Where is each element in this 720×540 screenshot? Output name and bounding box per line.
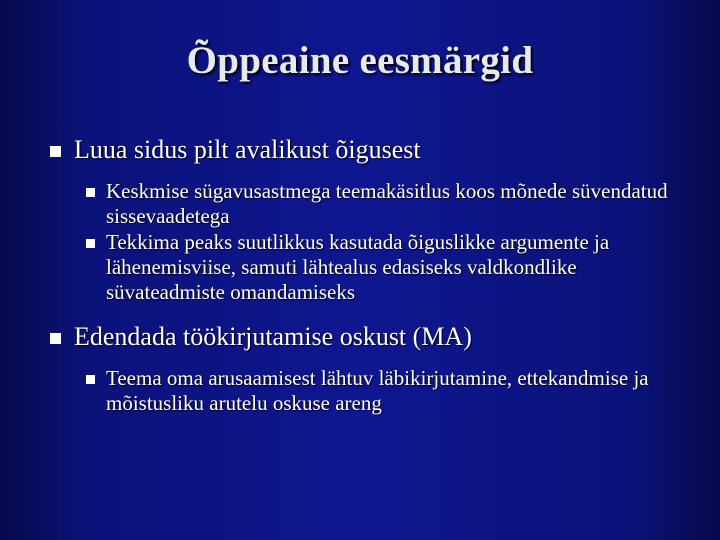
bullet-text: Luua sidus pilt avalikust õigusest [74,135,421,164]
bullet-item [48,133,688,167]
sub-bullet-item [48,179,688,229]
sub-bullet-text: Keskmise sügavusastmega teemakäsitlus koos mõnede süvendatud sissevaadetega [106,179,668,228]
square-bullet-icon [50,146,61,157]
square-bullet-icon [50,333,61,344]
bullet-text: Edendada töökirjutamise oskust (MA) [74,322,472,351]
slide-title: Õppeaine eesmärgid [186,39,534,82]
sub-bullet-item [48,366,688,416]
square-bullet-icon [86,188,95,197]
sub-bullet-text: Teema oma arusaamisest lähtuv läbikirjutamine, ettekandmise ja mõistusliku arutelu oskuse areng [106,366,649,415]
square-bullet-icon [86,239,95,248]
bullet-item [48,320,688,354]
square-bullet-icon [86,375,95,384]
sub-bullet-text: Tekkima peaks suutlikkus kasutada õiguslikke argumente ja lähenemisviise, samuti lähtealus edasiseks valdkondlike süvateadmiste omandamiseks [106,230,610,304]
sub-bullet-item [48,230,688,305]
bullet-list [48,133,688,416]
